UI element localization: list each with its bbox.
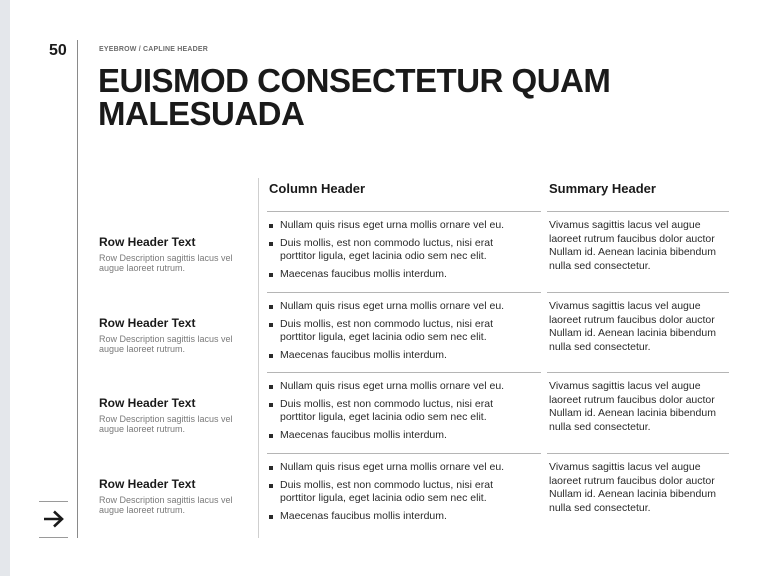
row-divider [267,372,541,373]
column-header: Column Header [269,181,366,196]
bullet-item: Nullam quis risus eget urna mollis ornare vel eu. [269,219,531,232]
column-divider [258,178,259,538]
summary-header: Summary Header [549,181,656,196]
row-divider [267,211,541,212]
bullet-item: Nullam quis risus eget urna mollis ornare vel eu. [269,461,531,474]
row-divider [547,453,729,454]
bullet-item: Maecenas faucibus mollis interdum. [269,349,531,362]
bullet-item: Maecenas faucibus mollis interdum. [269,429,531,442]
row-header: Row Header Text [99,477,196,491]
vertical-rule [77,40,78,538]
row-description: Row Description sagittis lacus vel augue laoreet rutrum. [99,334,233,354]
bullet-item: Maecenas faucibus mollis interdum. [269,268,531,281]
summary-text: Vivamus sagittis lacus vel augue laoreet rutrum faucibus dolor auctor Nullam id. Aenean lacinia bibendum nulla sed consectetur. [549,300,716,353]
summary-text: Vivamus sagittis lacus vel augue laoreet rutrum faucibus dolor auctor Nullam id. Aenean lacinia bibendum nulla sed consectetur. [549,461,716,514]
row-divider [547,372,729,373]
row-header: Row Header Text [99,396,196,410]
page-number: 50 [49,42,67,59]
bullet-list [269,461,531,528]
arrow-top-rule [39,501,68,502]
left-edge-strip [0,0,10,576]
bullet-item: Maecenas faucibus mollis interdum. [269,510,531,523]
bullet-list [269,380,531,447]
row-divider [267,292,541,293]
row-divider [547,211,729,212]
arrow-bottom-rule [39,537,68,538]
bullet-item: Duis mollis, est non commodo luctus, nisi erat porttitor ligula, eget lacinia odio sem nec elit. [269,318,531,344]
row-divider [267,453,541,454]
summary-text: Vivamus sagittis lacus vel augue laoreet rutrum faucibus dolor auctor Nullam id. Aenean lacinia bibendum nulla sed consectetur. [549,219,716,272]
bullet-item: Nullam quis risus eget urna mollis ornare vel eu. [269,380,531,393]
bullet-item: Nullam quis risus eget urna mollis ornare vel eu. [269,300,531,313]
row-header: Row Header Text [99,316,196,330]
arrow-right-icon[interactable] [42,509,66,529]
row-description: Row Description sagittis lacus vel augue laoreet rutrum. [99,495,233,515]
bullet-list [269,300,531,367]
row-divider [547,292,729,293]
bullet-item: Duis mollis, est non commodo luctus, nisi erat porttitor ligula, eget lacinia odio sem nec elit. [269,479,531,505]
bullet-item: Duis mollis, est non commodo luctus, nisi erat porttitor ligula, eget lacinia odio sem nec elit. [269,237,531,263]
eyebrow-header: EYEBROW / CAPLINE HEADER [99,46,209,53]
row-header: Row Header Text [99,235,196,249]
summary-text: Vivamus sagittis lacus vel augue laoreet rutrum faucibus dolor auctor Nullam id. Aenean lacinia bibendum nulla sed consectetur. [549,380,716,433]
bullet-list [269,219,531,286]
row-description: Row Description sagittis lacus vel augue laoreet rutrum. [99,414,233,434]
page-title: EUISMOD CONSECTETUR QUAM MALESUADA [98,62,611,132]
bullet-item: Duis mollis, est non commodo luctus, nisi erat porttitor ligula, eget lacinia odio sem nec elit. [269,398,531,424]
row-description: Row Description sagittis lacus vel augue laoreet rutrum. [99,253,233,273]
